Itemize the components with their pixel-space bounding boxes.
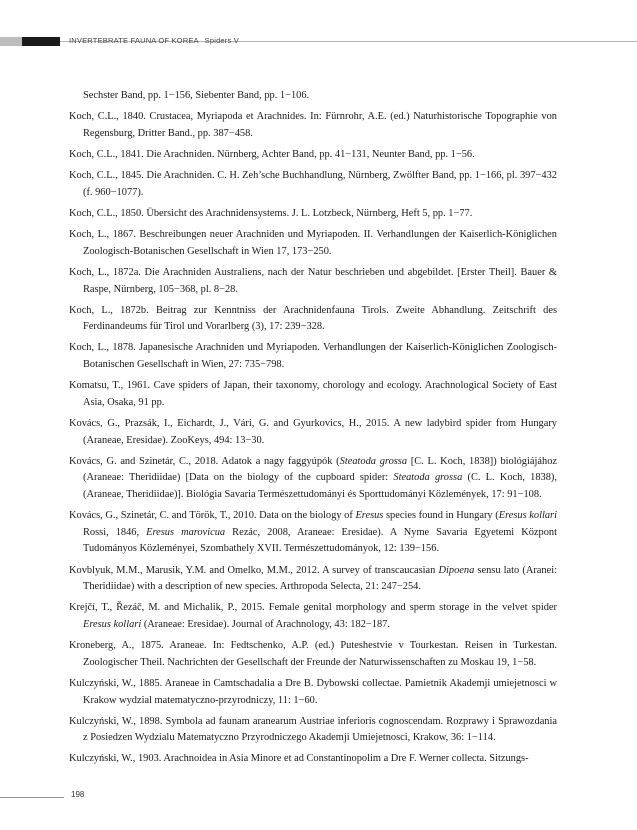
running-header-series: Spiders V	[204, 36, 239, 45]
running-header-title: INVERTEBRATE FAUNA OF KOREA	[69, 36, 199, 45]
reference-entry: Kroneberg, A., 1875. Araneae. In: Fedtschenko, A.P. (ed.) Puteshestvie v Tourkestan. Reisen in Turkestan. Zoologischer Theil. Nachrichten der Gesellschaft der Freunde der Naturwissenschaften zu Moskau 19, 1−58.	[69, 640, 557, 668]
reference-text: [C. L. Koch, 1838]) biológiájához (Araneae: Theridiidae) [Data on the biology of the cupboard spider:	[83, 455, 558, 484]
reference-italic-text: Eresus kollari	[498, 510, 557, 522]
reference-text: (Araneae: Eresidae). Journal of Arachnology, 43: 182−187.	[141, 618, 390, 630]
reference-italic-text: Eresus kollari	[83, 618, 142, 630]
reference-entry: Kulczyński, W., 1903. Arachnoidea in Asia Minore et ad Constantinopolim a Dre F. Werner collecta. Sitzungs-	[69, 753, 529, 765]
reference-italic-text: Steatoda grossa	[393, 472, 463, 484]
header-bar-dark-block	[22, 37, 60, 46]
reference-text: Rossi, 1846,	[83, 526, 147, 538]
reference-text: Kovács, G., Szinetár, C. and Török, T., 2010. Data on the biology of	[69, 510, 356, 522]
reference-entry	[69, 454, 557, 504]
reference-entry	[69, 508, 557, 558]
reference-entry: Komatsu, T., 1961. Cave spiders of Japan, their taxonomy, chorology and ecology. Arachnological Society of East Asia, Osaka, 91 pp.	[69, 380, 557, 408]
reference-text: Krejčí, T., Řezáč, M. and Michalik, P., 2015. Female genital morphology and sperm storage in the velvet spider	[69, 602, 557, 614]
reference-entry: Koch, C.L., 1840. Crustacea, Myriapoda et Arachnides. In: Fürnrohr, A.E. (ed.) Naturhistorische Topographie von Regensburg, Dritter Band., pp. 387−458.	[69, 111, 557, 139]
reference-entry	[69, 600, 557, 633]
reference-entry: Kovács, G., Prazsák, I., Eichardt, J., Vári, G. and Gyurkovics, H., 2015. A new ladybird spider from Hungary (Araneae, Eresidae). ZooKeys, 494: 13−30.	[69, 418, 557, 446]
reference-italic-text: Steatoda grossa	[339, 455, 408, 467]
reference-italic-text: Dipoena	[438, 564, 475, 576]
reference-text: (C. L. Koch, 1838), (Araneae, Theridiidae)]. Biológia Savaria Természettudományi és Sporttudományi Közlemények, 17: 91−108.	[83, 472, 557, 500]
reference-entry	[69, 563, 557, 596]
reference-text: Kovblyuk, M.M., Marusik, Y.M. and Omelko, M.M., 2012. A survey of transcaucasian	[69, 564, 439, 576]
reference-italic-text: Eresus	[355, 510, 384, 522]
reference-text: species found in Hungary (	[383, 510, 499, 522]
reference-entry: Koch, C.L., 1850. Übersicht des Arachnidensystems. J. L. Lotzbeck, Nürnberg, Heft 5, pp. 1−77.	[69, 207, 473, 219]
footer-rule	[0, 797, 64, 798]
reference-entry: Koch, L., 1867. Beschreibungen neuer Arachniden und Myriapoden. II. Verhandlungen der Kaiserlich-Königlichen Zoologisch-Botanischen Gesellschaft in Wien 17, 173−250.	[69, 229, 557, 257]
header-bar-light-block	[0, 37, 22, 46]
reference-text: sensu lato (Aranei: Theridiidae) with a description of new species. Arthropoda Selecta, 21: 247−254.	[83, 564, 557, 593]
running-header	[69, 36, 239, 45]
reference-text: Kovács, G. and Szinetár, C., 2018. Adatok a nagy faggyúpók (	[69, 455, 340, 467]
reference-italic-text: Eresus marovicua	[146, 526, 226, 538]
reference-entry: Koch, L., 1872a. Die Arachniden Australiens, nach der Natur beschrieben und abgebildet. [Erster Theil]. Bauer & Raspe, Nürnberg, 105−368, pl. 8−28.	[69, 266, 557, 295]
reference-entry: Koch, C.L., 1845. Die Arachniden. C. H. Zeh’sche Buchhandlung, Nürnberg, Zwölfter Band, pp. 1−166, pl. 397−432 (f. 960−1077).	[69, 170, 557, 198]
reference-text: Rezác, 2008, Araneae: Eresidae). A Nyme Savaria Egyetemi Központ Tudományos Közleményei, Szombathely XVII. Természettudományok, 12: 139−156.	[83, 526, 557, 555]
reference-entry: Kulczyński, W., 1885. Araneae in Camtschadalia a Dre B. Dybowski collectae. Pamietnik Akademji umiejetnosci w Krakow wydzial matematyczno-przyrodniczy, 11: 1−60.	[69, 677, 557, 706]
reference-entry: Koch, L., 1872b. Beitrag zur Kenntniss der Arachnidenfauna Tirols. Zweite Abhandlung. Zeitschrift des Ferdinandeums für Tirol und Vorarlberg (3), 17: 239−328.	[69, 304, 557, 333]
reference-entry: Kulczyński, W., 1898. Symbola ad faunam aranearum Austriae inferioris cognoscendam. Rozprawy i Sprawozdania z Posiedzen Wydzialu Matematyczno Przyrodniczego Akademji Umiejetnosci, Krakow, 36: 1−114.	[69, 715, 557, 744]
page-number: 198	[71, 790, 85, 799]
reference-list	[69, 88, 557, 773]
reference-entry: Koch, C.L., 1841. Die Arachniden. Nürnberg, Achter Band, pp. 41−131, Neunter Band, pp. 1−56.	[69, 148, 475, 160]
reference-entry: Sechster Band, pp. 1−156, Siebenter Band, pp. 1−106.	[83, 90, 310, 101]
reference-entry: Koch, L., 1878. Japanesische Arachniden und Myriapoden. Verhandlungen der Kaiserlich-Königlichen Zoologisch-Botanischen Gesellschaft in Wien, 27: 735−798.	[69, 342, 557, 371]
